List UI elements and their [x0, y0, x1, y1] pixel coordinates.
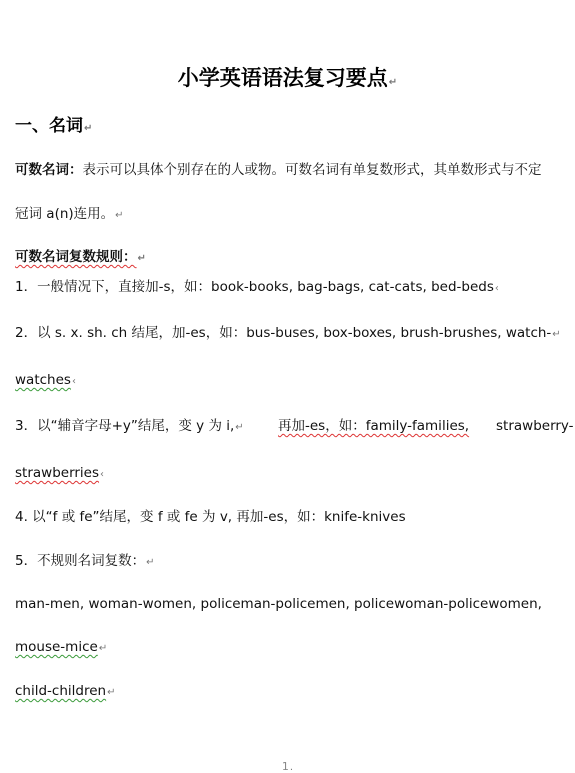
irregular-line-2	[15, 638, 107, 658]
countable-definition-line1	[15, 161, 542, 179]
rule-3c-text: strawberry-	[496, 418, 574, 434]
rule-1	[15, 278, 499, 298]
rule-3a-text: 3．以“辅音字母+y”结尾，变 y 为 i,	[15, 418, 235, 434]
rule-3-continued	[15, 464, 104, 484]
plural-rules-text: 可数名词复数规则：	[15, 249, 137, 265]
paragraph-mark: ↵	[235, 422, 244, 433]
paragraph-mark: ↵	[107, 687, 116, 698]
title-text: 小学英语语法复习要点	[177, 66, 388, 90]
page-number-text: 1	[281, 760, 289, 773]
paragraph-mark: ↵	[388, 77, 398, 88]
paragraph-mark: ↵	[98, 643, 108, 654]
section-heading-text: 一、名词	[15, 116, 83, 136]
rule-2	[15, 324, 561, 344]
paragraph-mark: ↵	[552, 329, 561, 340]
paragraph-mark: ↵	[146, 557, 155, 568]
irregular-line-3	[15, 682, 115, 702]
countable-text-2: 冠词 a(n)连用。	[15, 206, 115, 222]
rule-4-text: 4. 以“f 或 fe”结尾，变 f 或 fe 为 v, 再加-es，如：knife-knives	[15, 509, 406, 525]
rule-3d-text: strawberries	[15, 465, 100, 481]
page-number	[0, 760, 575, 773]
rule-5-text: 5．不规则名词复数：	[15, 553, 146, 569]
end-mark: ‹	[100, 469, 105, 480]
rule-2b-text: watches	[15, 372, 71, 388]
countable-text: 表示可以具体个别存在的人或物。可数名词有单复数形式，其单数形式与不定	[82, 162, 542, 178]
irregular-line-1	[15, 595, 542, 613]
end-mark: .	[289, 762, 294, 773]
paragraph-mark: ↵	[115, 210, 124, 221]
paragraph-mark: ↵	[84, 123, 93, 134]
end-mark: ‹	[494, 283, 499, 294]
irregular-3-text: child-children	[15, 683, 107, 699]
rule-2-continued	[15, 371, 76, 391]
end-mark: ‹	[71, 376, 76, 387]
irregular-1-text: man-men, woman-women, policeman-policemen, policewoman-policewomen,	[15, 596, 542, 612]
rule-4	[15, 508, 406, 526]
paragraph-mark: ↵	[137, 253, 146, 264]
rule-5	[15, 552, 154, 572]
rule-3b-text: 再加-es，如：family-families,	[278, 418, 470, 434]
section-heading-nouns	[15, 111, 92, 136]
rule-2-text: 2．以 s. x. sh. ch 结尾，加-es，如：bus-buses, box-boxes, brush-brushes, watch-	[15, 325, 552, 341]
document-title	[0, 62, 575, 92]
rule-1-text: 1．一般情况下，直接加-s，如：book-books, bag-bags, cat-cats, bed-beds	[15, 279, 494, 295]
countable-definition-line2	[15, 205, 124, 225]
irregular-2-text: mouse-mice	[15, 639, 98, 655]
plural-rules-heading	[15, 248, 146, 268]
rule-3	[15, 417, 574, 437]
countable-label: 可数名词：	[15, 162, 83, 178]
